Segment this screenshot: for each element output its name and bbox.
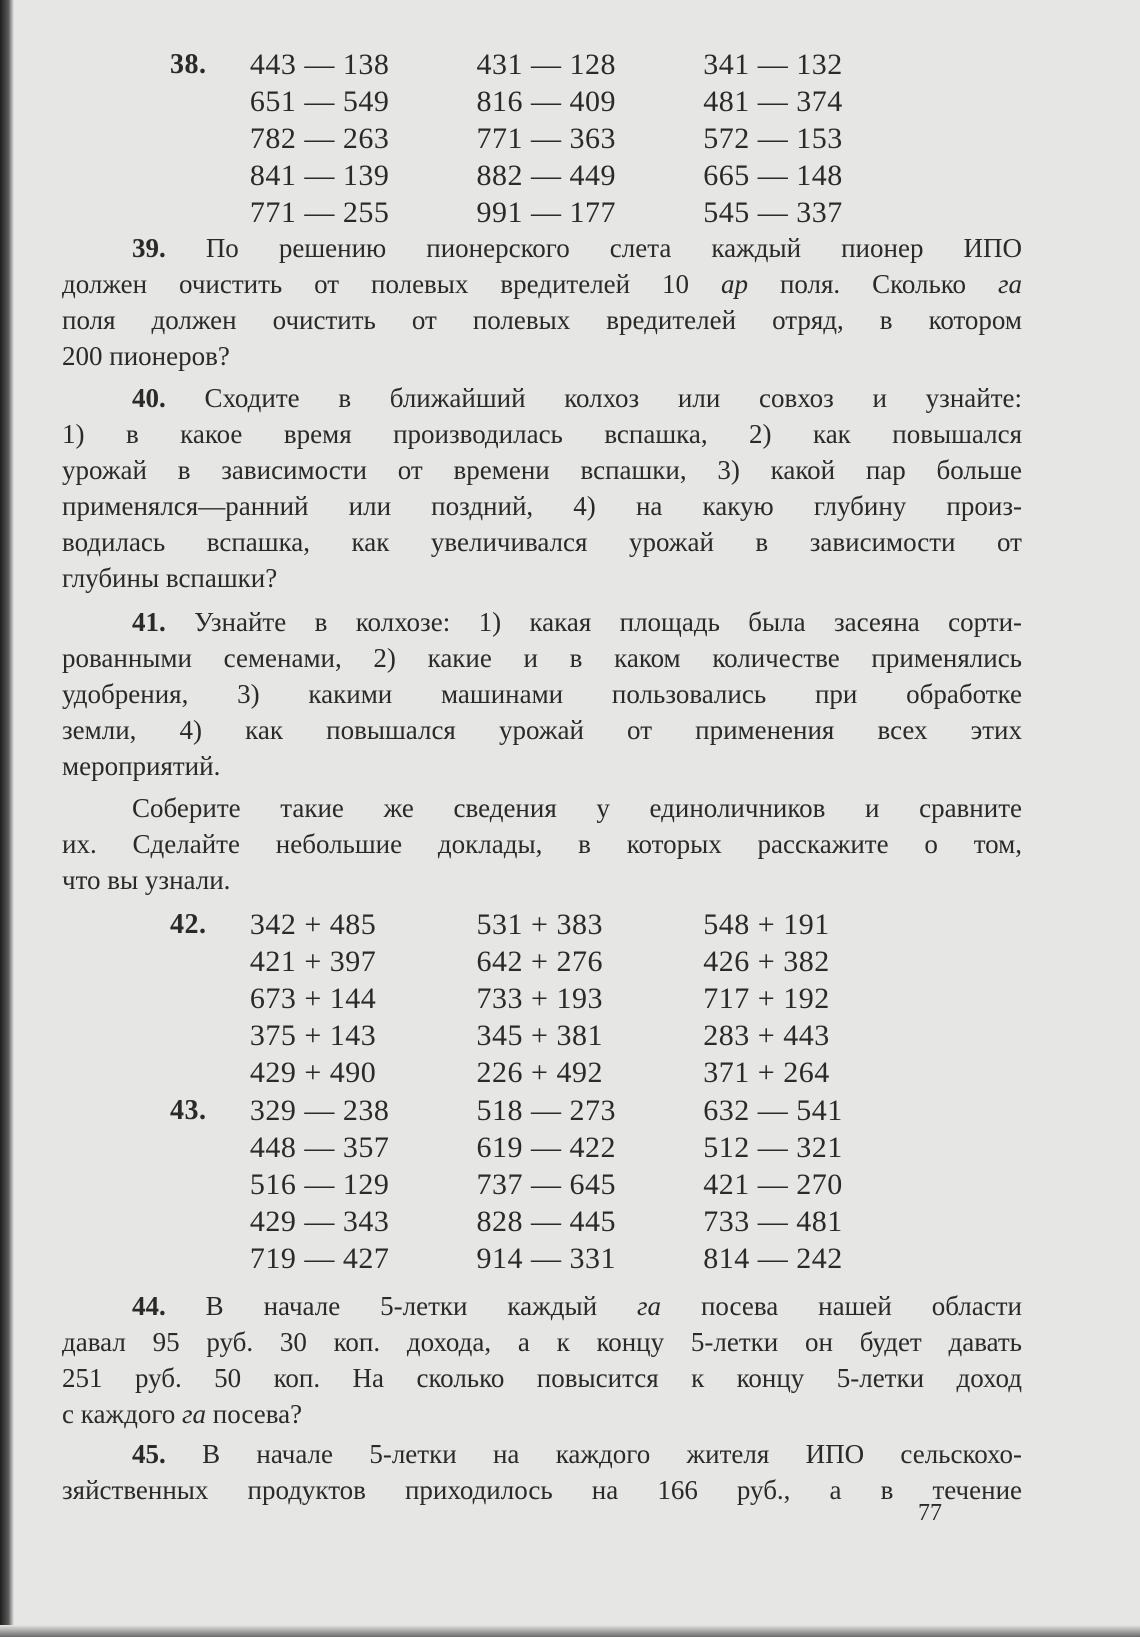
expression: 516 — 129 — [249, 1167, 390, 1201]
expression: 548 + 191 — [703, 907, 830, 941]
expression: 717 + 192 — [703, 981, 830, 1015]
exercise-43 — [170, 1092, 930, 1277]
exercise-row — [170, 157, 930, 194]
expression: 733 + 193 — [476, 981, 603, 1015]
exercise-row — [170, 1240, 930, 1277]
exercise-row — [170, 943, 930, 980]
expression: 665 — 148 — [703, 158, 843, 192]
text-line: мероприятий. — [62, 751, 221, 781]
expression: 345 + 381 — [476, 1018, 603, 1052]
exercise-row — [170, 120, 930, 157]
expression: 771 — 255 — [249, 195, 390, 229]
expression: 673 + 144 — [249, 981, 377, 1015]
expression: 421 + 397 — [249, 944, 377, 978]
expression: 651 — 549 — [249, 84, 390, 118]
problem-number: 41. — [132, 607, 166, 637]
text-line: зяйственных продуктов приходилось на 166 руб., а в течение — [62, 1475, 1022, 1505]
expression: 371 + 264 — [703, 1055, 830, 1089]
exercise-row — [170, 1129, 930, 1166]
exercise-row — [170, 1017, 930, 1054]
text-line: давал 95 руб. 30 коп. дохода, а к концу 5-летки он будет давать — [62, 1327, 1022, 1357]
expression: 512 — 321 — [703, 1130, 843, 1164]
expression: 429 — 343 — [249, 1204, 390, 1238]
expression: 914 — 331 — [476, 1241, 617, 1275]
expression: 882 — 449 — [476, 158, 617, 192]
expression: 737 — 645 — [476, 1167, 617, 1201]
text-line: что вы узнали. — [62, 865, 231, 895]
problem-40 — [62, 380, 1022, 596]
text-line: рованными семенами, 2) какие и в каком количестве применялись — [62, 643, 1022, 673]
text-line: урожай в зависимости от времени вспашки, 3) какой пар больше — [62, 455, 1022, 485]
text-line: глубины вспашки? — [62, 563, 278, 593]
exercise-row — [170, 83, 930, 120]
expression: 642 + 276 — [476, 944, 603, 978]
text-line: применялся—ранний или поздний, 4) на какую глубину произ- — [62, 491, 1022, 521]
problem-44 — [62, 1288, 1022, 1432]
exercise-number: 38. — [170, 48, 207, 80]
text-line: 41. Узнайте в колхозе: 1) какая площадь была засеяна сорти- — [132, 607, 1023, 637]
expression: 782 — 263 — [249, 121, 390, 155]
exercise-number: 43. — [170, 1094, 207, 1126]
expression: 828 — 445 — [476, 1204, 617, 1238]
expression: 545 — 337 — [703, 195, 843, 229]
expression: 329 — 238 — [249, 1093, 390, 1127]
problem-number: 40. — [132, 383, 166, 413]
text-line: 44. В начале 5-летки каждый га посева нашей области — [132, 1291, 1022, 1321]
expression: 421 — 270 — [703, 1167, 843, 1201]
problem-number: 45. — [132, 1439, 166, 1469]
text-line: поля должен очистить от полевых вредителей отряд, в котором — [62, 305, 1022, 335]
exercise-row — [170, 1166, 930, 1203]
text-line: 200 пионеров? — [62, 341, 230, 371]
expression: 283 + 443 — [703, 1018, 830, 1052]
problem-39 — [62, 230, 1022, 374]
expression: 816 — 409 — [476, 84, 617, 118]
book-spine-shadow — [0, 0, 14, 1637]
expression: 841 — 139 — [249, 158, 390, 192]
exercise-row — [170, 46, 930, 83]
text-line: их. Сделайте небольшие доклады, в которых расскажите о том, — [62, 829, 1022, 859]
unit-ga: га — [181, 1399, 207, 1429]
expression: 719 — 427 — [249, 1241, 390, 1275]
exercise-row — [170, 194, 930, 231]
expression: 991 — 177 — [476, 195, 617, 229]
problem-41-continued — [62, 790, 1022, 898]
exercise-row — [170, 980, 930, 1017]
expression: 375 + 143 — [249, 1018, 377, 1052]
text-line: 251 руб. 50 коп. На сколько повысится к концу 5-летки доход — [62, 1363, 1022, 1393]
expression: 771 — 363 — [476, 121, 617, 155]
expression: 443 — 138 — [249, 47, 390, 81]
exercise-42 — [170, 906, 930, 1091]
problem-number: 39. — [132, 233, 166, 263]
page-number: 77 — [918, 1500, 942, 1526]
text-line: 45. В начале 5-летки на каждого жителя ИПО сельскохо- — [132, 1439, 1023, 1469]
problem-45 — [62, 1436, 1022, 1508]
expression: 342 + 485 — [249, 907, 377, 941]
text-line: должен очистить от полевых вредителей 10 ар поля. Сколько га — [62, 269, 1023, 299]
text-line: с каждого га посева? — [62, 1399, 303, 1429]
page-bottom-shadow — [0, 1625, 1140, 1637]
exercise-row — [170, 906, 930, 943]
unit-ga: га — [997, 269, 1023, 299]
problem-number: 44. — [132, 1291, 166, 1321]
expression: 481 — 374 — [703, 84, 843, 118]
expression: 426 + 382 — [703, 944, 830, 978]
expression: 572 — 153 — [703, 121, 843, 155]
expression: 429 + 490 — [249, 1055, 377, 1089]
expression: 518 — 273 — [476, 1093, 617, 1127]
unit-ar: ар — [721, 269, 748, 299]
expression: 814 — 242 — [703, 1241, 843, 1275]
text-line: Соберите такие же сведения у единоличников и сравните — [132, 793, 1022, 823]
text-line: 39. По решению пионерского слета каждый пионер ИПО — [132, 233, 1022, 263]
text-line: 40. Сходите в ближайший колхоз или совхоз и узнайте: — [132, 383, 1023, 413]
exercise-row — [170, 1054, 930, 1091]
expression: 448 — 357 — [249, 1130, 390, 1164]
unit-ga: га — [636, 1291, 662, 1321]
expression: 632 — 541 — [703, 1093, 843, 1127]
expression: 431 — 128 — [476, 47, 617, 81]
exercise-38 — [170, 46, 930, 231]
expression: 226 + 492 — [476, 1055, 603, 1089]
text-line: 1) в какое время производилась вспашка, 2) как повышался — [62, 419, 1022, 449]
text-line: водилась вспашка, как увеличивался урожай в зависимости от — [62, 527, 1022, 557]
exercise-row — [170, 1203, 930, 1240]
expression: 619 — 422 — [476, 1130, 617, 1164]
text-line: удобрения, 3) какими машинами пользовались при обработке — [62, 679, 1022, 709]
problem-41 — [62, 604, 1022, 784]
expression: 733 — 481 — [703, 1204, 843, 1238]
text-line: земли, 4) как повышался урожай от применения всех этих — [62, 715, 1022, 745]
exercise-number: 42. — [170, 908, 207, 940]
expression: 531 + 383 — [476, 907, 603, 941]
exercise-row — [170, 1092, 930, 1129]
expression: 341 — 132 — [703, 47, 843, 81]
